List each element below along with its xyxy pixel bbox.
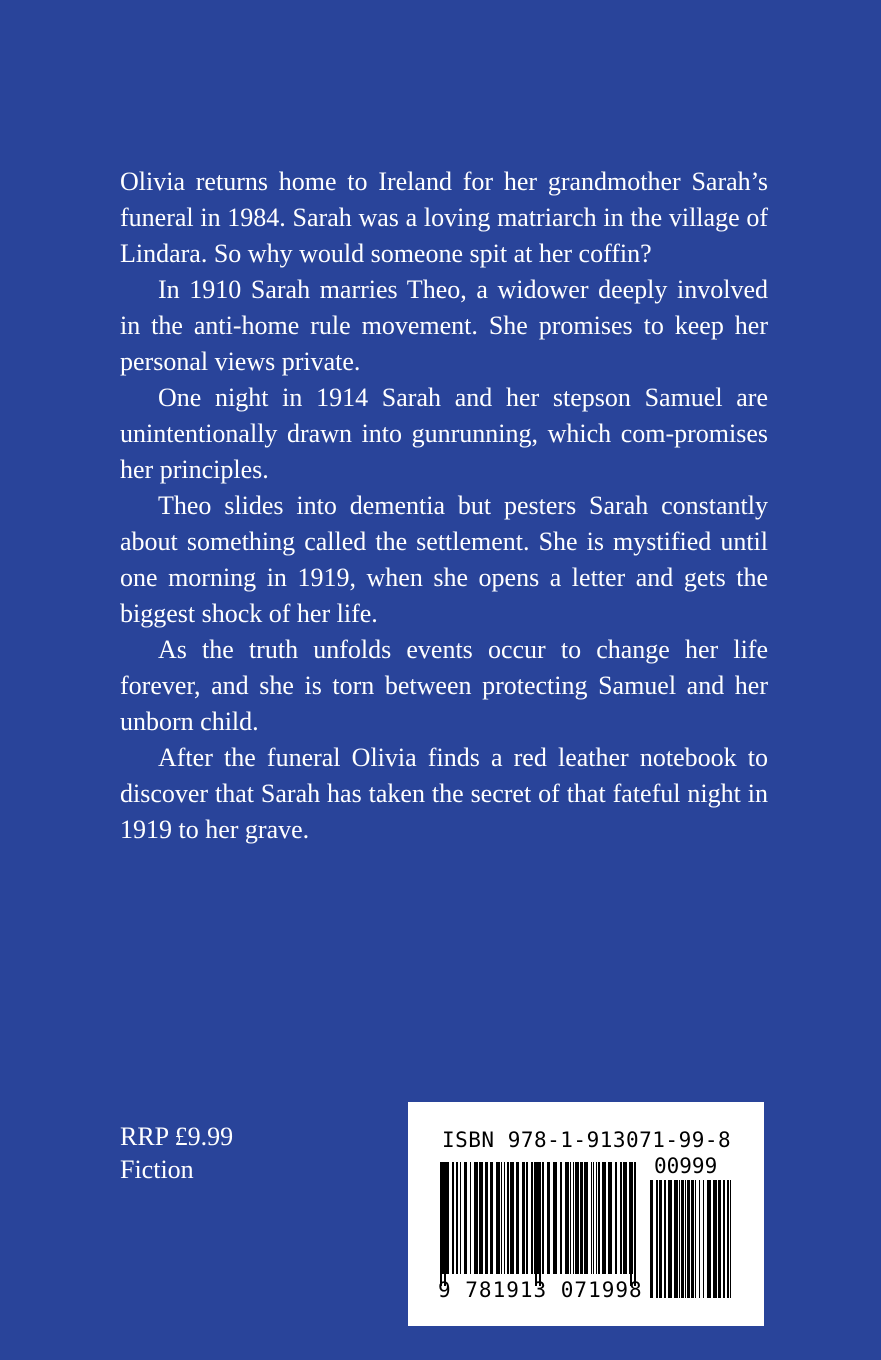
- addon-bar: [659, 1180, 662, 1298]
- barcode-bar: [608, 1162, 612, 1274]
- barcode-bar: [522, 1162, 525, 1274]
- barcode-bar: [565, 1162, 569, 1274]
- barcode-bar: [534, 1162, 535, 1274]
- blurb-paragraph-2: In 1910 Sarah marries Theo, a widower deeply involved in the anti-home rule movement. She promises to keep her personal views private.: [120, 275, 768, 376]
- barcode-bar: [575, 1162, 579, 1274]
- barcode-bar: [516, 1162, 519, 1274]
- barcode-guard-bar: [634, 1162, 636, 1286]
- price-addon-code: 00999: [654, 1154, 718, 1178]
- barcode-bar: [526, 1162, 528, 1274]
- barcode-bar: [602, 1162, 606, 1274]
- barcode-bar: [460, 1162, 461, 1274]
- barcode-bar: [456, 1162, 458, 1274]
- barcode-bar: [510, 1162, 514, 1274]
- addon-bar: [727, 1180, 729, 1298]
- barcode-bar: [547, 1162, 550, 1274]
- addon-bar: [668, 1180, 672, 1298]
- isbn-label: ISBN 978-1-913071-99-8: [442, 1128, 732, 1152]
- barcode-bar: [531, 1162, 533, 1274]
- addon-bar: [681, 1180, 684, 1298]
- rrp-price: RRP £9.99: [120, 1122, 234, 1151]
- price-info: [120, 1120, 233, 1186]
- barcode-bar: [479, 1162, 483, 1274]
- blurb-text: [120, 164, 768, 848]
- barcode-bar: [570, 1162, 571, 1274]
- barcode-bar: [584, 1162, 588, 1274]
- barcode-bar: [580, 1162, 583, 1274]
- barcode-guard-bar: [535, 1162, 537, 1286]
- barcode-bar: [474, 1162, 478, 1274]
- addon-bar: [723, 1180, 725, 1298]
- barcode-bar: [560, 1162, 562, 1274]
- barcode-bar: [615, 1162, 617, 1274]
- barcode-bar: [553, 1162, 557, 1274]
- barcode-guard-bar: [440, 1162, 442, 1286]
- addon-bar: [691, 1180, 694, 1298]
- barcode-bar: [501, 1162, 502, 1274]
- barcode-bar: [623, 1162, 627, 1274]
- barcode-bar: [620, 1162, 622, 1274]
- addon-bar: [674, 1180, 678, 1298]
- addon-bar: [687, 1180, 690, 1298]
- barcode-bar: [591, 1162, 592, 1274]
- addon-bar: [679, 1180, 680, 1298]
- addon-bar: [703, 1180, 704, 1298]
- barcode-guard-bar: [630, 1162, 632, 1286]
- barcode-bar: [490, 1162, 493, 1274]
- barcode-bar: [598, 1162, 600, 1274]
- barcode-bar: [573, 1162, 574, 1274]
- barcode-bar: [464, 1162, 467, 1274]
- barcode-bar: [596, 1162, 597, 1274]
- barcode-panel: [408, 1102, 764, 1326]
- addon-bar: [730, 1180, 731, 1298]
- addon-bar: [718, 1180, 721, 1298]
- barcode-bar: [507, 1162, 509, 1274]
- addon-bar: [664, 1180, 666, 1298]
- addon-bar: [707, 1180, 711, 1298]
- addon-bar: [713, 1180, 717, 1298]
- blurb-paragraph-1: Olivia returns home to Ireland for her grandmother Sarah’s funeral in 1984. Sarah was a loving matriarch in the village of Lindara. So why would someone spit at her coffin?: [120, 167, 768, 268]
- addon-bar: [695, 1180, 696, 1298]
- barcode-bar: [593, 1162, 594, 1274]
- barcode-bar: [452, 1162, 454, 1274]
- blurb-paragraph-4: Theo slides into dementia but pesters Sarah constantly about something called the settlement. She is mystified until one morning in 1919, when she opens a letter and gets the biggest shock of her life.: [120, 491, 768, 628]
- barcode-guard-bar: [444, 1162, 446, 1286]
- blurb-paragraph-6: After the funeral Olivia finds a red leather notebook to discover that Sarah has taken the secret of that fateful night in 1919 to her grave.: [120, 743, 768, 844]
- barcode-bar: [446, 1162, 449, 1274]
- barcode-bar: [542, 1162, 544, 1274]
- addon-bar: [656, 1180, 658, 1298]
- barcode-guard-bar: [539, 1162, 541, 1286]
- barcode-bar: [496, 1162, 500, 1274]
- addon-bar: [685, 1180, 686, 1298]
- barcode-bar: [470, 1162, 471, 1274]
- barcode-digits: 9 781913 071998: [438, 1278, 643, 1302]
- barcode-bar: [485, 1162, 488, 1274]
- addon-bar: [650, 1180, 653, 1298]
- barcode-bar: [504, 1162, 505, 1274]
- addon-bar: [699, 1180, 700, 1298]
- blurb-paragraph-3: One night in 1914 Sarah and her stepson Samuel are unintentionally drawn into gunrunning, which com-promises her principles.: [120, 383, 768, 484]
- blurb-paragraph-5: As the truth unfolds events occur to change her life forever, and she is torn between protecting Samuel and her unborn child.: [120, 635, 768, 736]
- genre-label: Fiction: [120, 1155, 194, 1184]
